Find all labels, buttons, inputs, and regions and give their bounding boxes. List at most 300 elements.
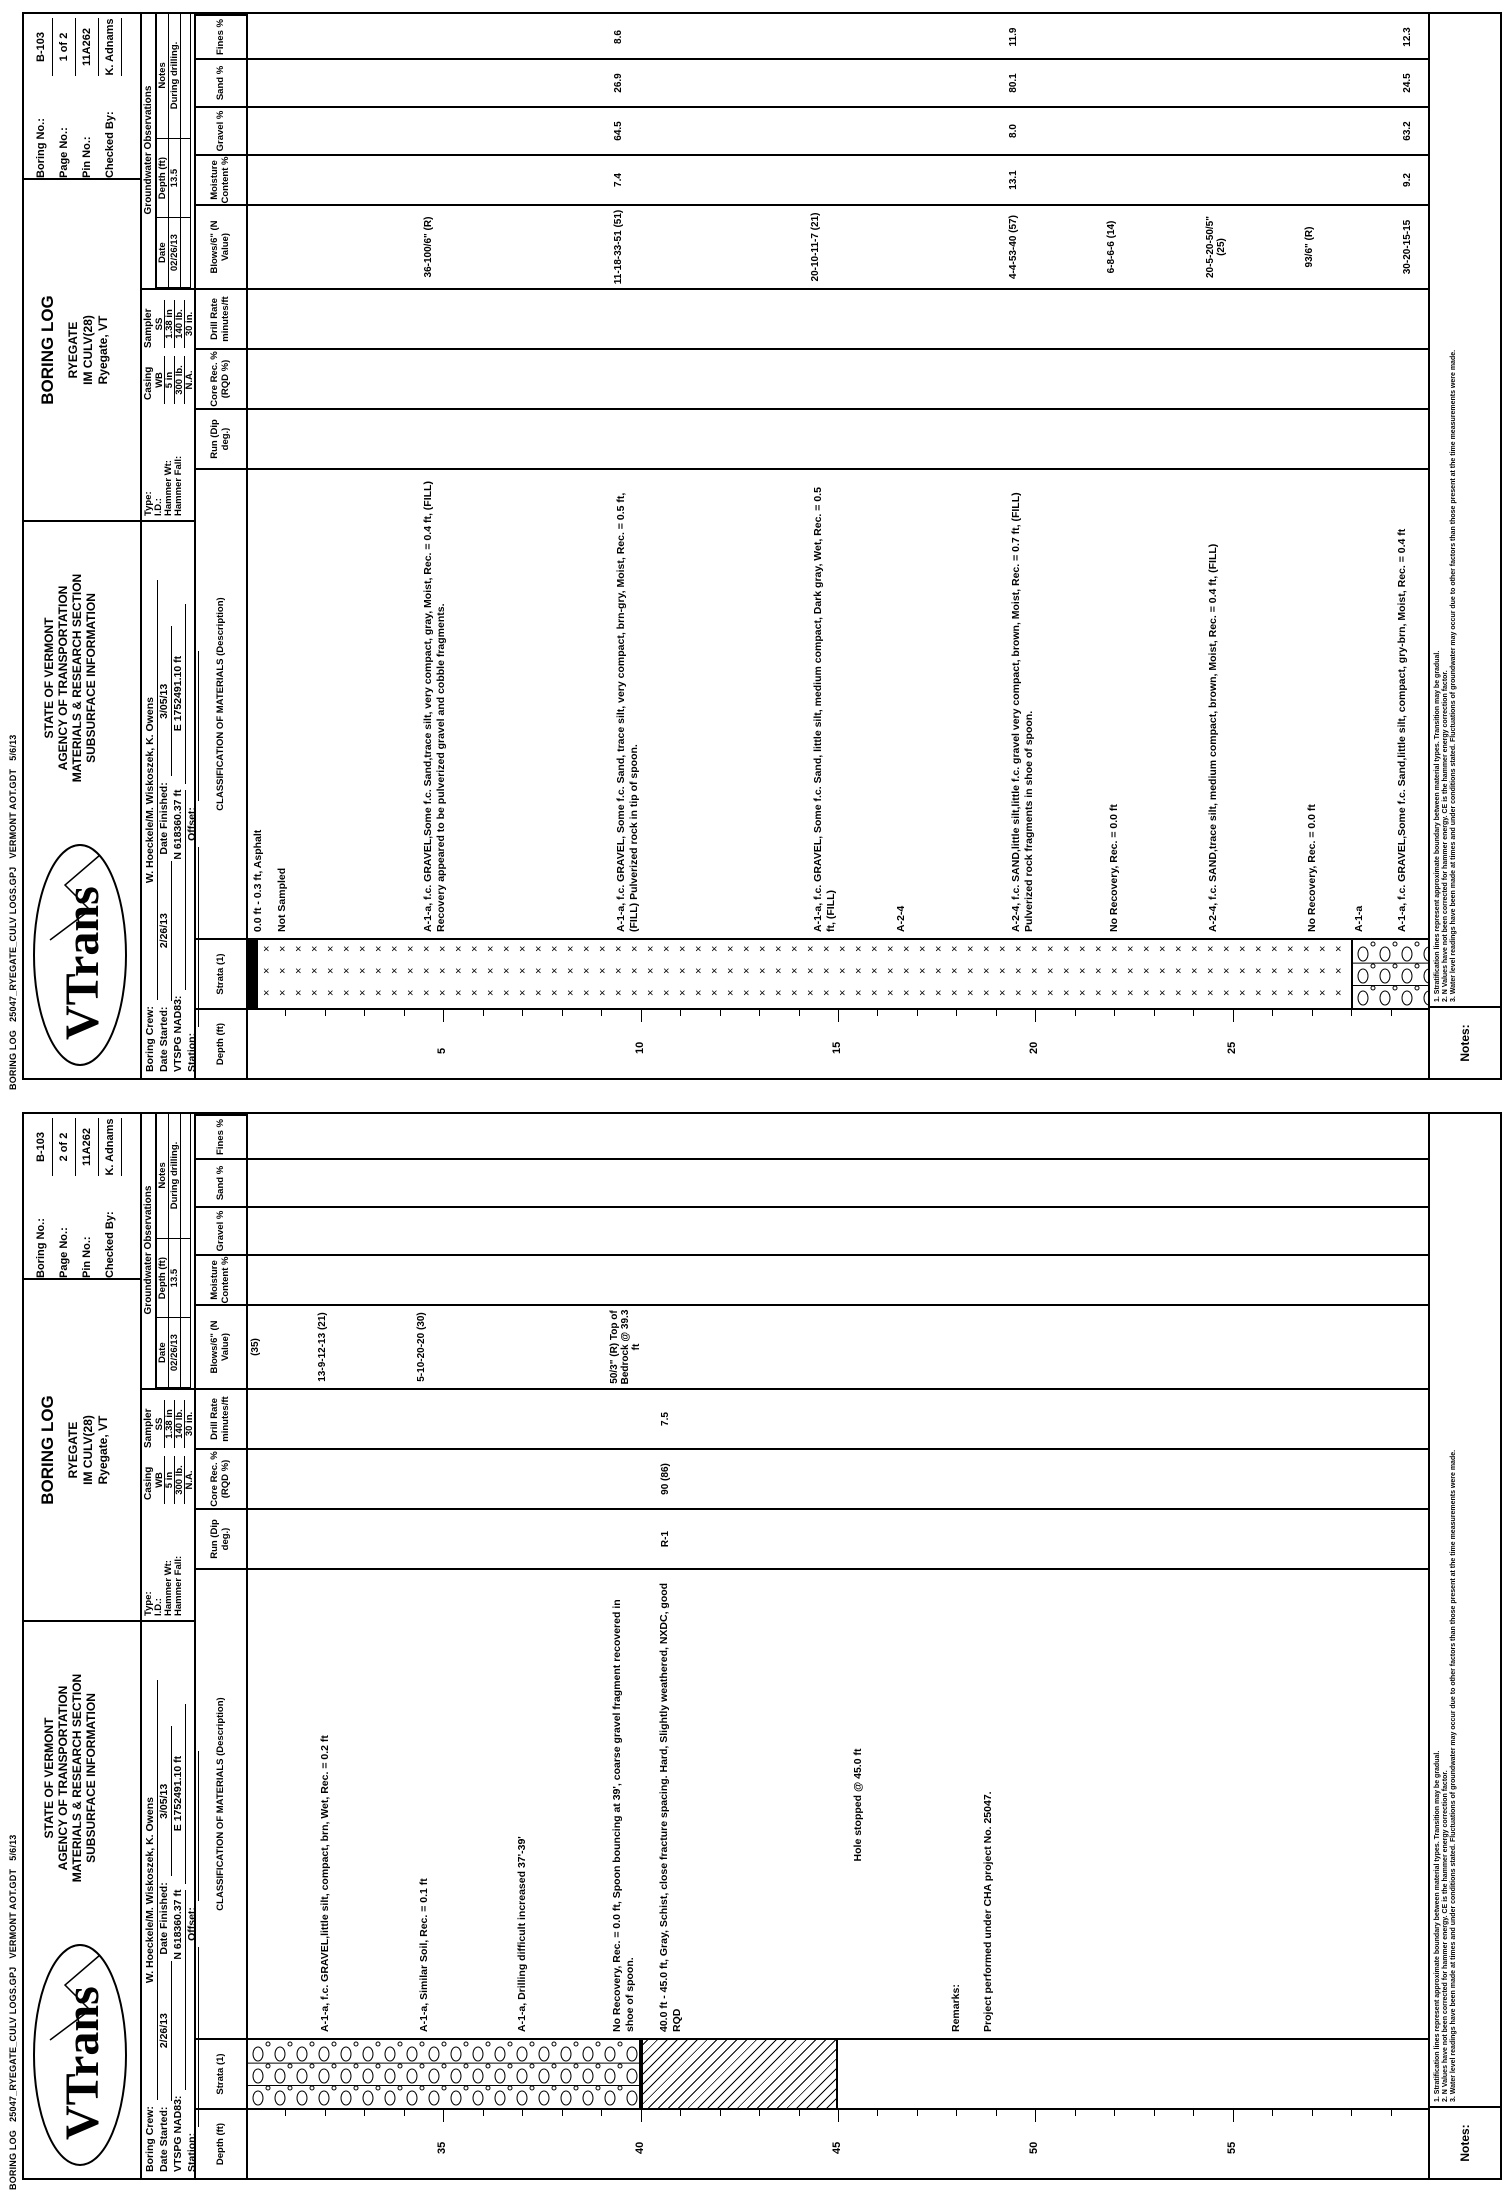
material-description: Not Sampled — [275, 867, 288, 932]
blow-count: 20-10-11-7 (21) — [810, 212, 822, 282]
svg-text:×: × — [276, 989, 289, 996]
project-location: Ryegate, VT — [96, 1415, 110, 1485]
svg-text:×: × — [564, 967, 577, 974]
svg-text:×: × — [1332, 945, 1345, 952]
equipment-block — [140, 290, 196, 522]
svg-text:×: × — [420, 989, 433, 996]
svg-text:×: × — [1012, 945, 1025, 952]
column-header: Run (Dip deg.) — [194, 408, 246, 468]
gw-depth: 13.5 — [169, 1238, 181, 1317]
svg-text:×: × — [788, 945, 801, 952]
svg-text:×: × — [1140, 989, 1153, 996]
svg-text:×: × — [1076, 967, 1089, 974]
svg-text:×: × — [388, 967, 401, 974]
svg-text:×: × — [628, 945, 641, 952]
log-columns — [194, 1114, 1500, 2178]
column-divider — [246, 154, 1430, 156]
strata-gravel-icon — [246, 2040, 641, 2108]
svg-text:×: × — [804, 989, 817, 996]
sand-percent: 24.5 — [1402, 73, 1414, 93]
svg-text:×: × — [980, 967, 993, 974]
svg-text:×: × — [1268, 945, 1281, 952]
boring-crew-value: W. Hoeckele/M. Wiskoszek, K. Owens — [144, 580, 158, 1000]
gw-header: Depth (ft) — [157, 1238, 169, 1317]
svg-text:×: × — [820, 967, 833, 974]
depth-tick — [799, 1008, 800, 1016]
gw-header: Date — [157, 218, 169, 288]
blow-count: (35) — [249, 1338, 261, 1356]
gw-empty — [181, 1113, 191, 1239]
svg-text:×: × — [804, 967, 817, 974]
svg-text:×: × — [260, 967, 273, 974]
blow-count: 36-100/6" (R) — [423, 216, 435, 278]
depth-tick — [1272, 2108, 1273, 2116]
svg-text:×: × — [564, 989, 577, 996]
svg-text:×: × — [788, 989, 801, 996]
material-description: 0.0 ft - 0.3 ft, Asphalt — [251, 829, 264, 932]
column-header: Moisture Content % — [194, 1254, 246, 1304]
svg-text:×: × — [564, 945, 577, 952]
gw-depth: 13.5 — [169, 138, 181, 217]
svg-text:×: × — [1108, 945, 1121, 952]
svg-text:×: × — [308, 945, 321, 952]
material-description: A-2-4, f.c. SAND,little silt,little f.c. gravel very compact, brown, Moist, Rec. = 0.7 ft, (FILL) Pulverized rock fragments in shoe of spoon. — [1009, 492, 1035, 932]
svg-text:×: × — [404, 967, 417, 974]
svg-text:×: × — [1284, 989, 1297, 996]
svg-text:×: × — [1092, 989, 1105, 996]
gw-header: Notes — [157, 1113, 169, 1239]
strata-fill-icon — [258, 940, 1351, 1008]
svg-text:×: × — [868, 945, 881, 952]
gw-empty — [181, 218, 191, 288]
svg-text:×: × — [772, 945, 785, 952]
svg-text:×: × — [468, 945, 481, 952]
notes-label: Notes: — [1430, 1006, 1500, 1078]
groundwater-title: Groundwater Observations — [142, 1112, 156, 1388]
sampler-type: SS — [155, 1400, 165, 1448]
agency-line: AGENCY OF TRANSPORTATION — [56, 585, 70, 771]
svg-text:×: × — [1188, 945, 1201, 952]
agency-line: MATERIALS & RESEARCH SECTION — [70, 1673, 84, 1883]
pin-no-value: 11A262 — [76, 1118, 99, 1176]
svg-text:×: × — [916, 989, 929, 996]
column-divider — [246, 1388, 1430, 1390]
depth-label: 40 — [633, 2141, 646, 2154]
gravel-percent: 63.2 — [1402, 121, 1414, 141]
material-description: A-1-a — [1352, 905, 1365, 932]
svg-text:×: × — [916, 945, 929, 952]
log-frame — [22, 1112, 1502, 2180]
fines-percent: 11.9 — [1007, 27, 1019, 47]
svg-text:×: × — [1076, 989, 1089, 996]
svg-text:×: × — [292, 967, 305, 974]
svg-text:×: × — [1156, 967, 1169, 974]
svg-text:×: × — [1140, 945, 1153, 952]
notes-text — [1434, 1450, 1458, 2102]
sampler-fall: 30 in. — [185, 1400, 195, 1448]
svg-text:×: × — [276, 967, 289, 974]
id-label: I.D.: — [153, 1598, 164, 1616]
column-header: Sand % — [194, 1158, 246, 1206]
svg-text:×: × — [1172, 945, 1185, 952]
depth-tick — [1351, 2108, 1352, 2116]
moisture-content: 7.4 — [612, 173, 624, 187]
svg-text:×: × — [740, 989, 753, 996]
column-divider — [246, 58, 1430, 60]
svg-text:×: × — [596, 989, 609, 996]
material-description: A-1-a, f.c. GRAVEL,Some f.c. Sand,trace silt, very compact, gray, Moist, Rec. = 0.4 ft, (FILL) Recovery appeared to be pulverized gravel and cobble fragments. — [421, 481, 447, 932]
svg-text:×: × — [340, 967, 353, 974]
svg-text:×: × — [756, 989, 769, 996]
svg-text:×: × — [372, 967, 385, 974]
svg-text:×: × — [596, 967, 609, 974]
svg-text:×: × — [388, 989, 401, 996]
svg-text:×: × — [932, 945, 945, 952]
svg-text:×: × — [756, 967, 769, 974]
log-title: BORING LOG — [38, 1395, 57, 1505]
svg-text:×: × — [884, 989, 897, 996]
casing-header: Casing — [143, 366, 154, 400]
svg-text:×: × — [372, 989, 385, 996]
column-headers — [194, 14, 248, 1078]
svg-text:×: × — [660, 945, 673, 952]
column-divider — [246, 1448, 1430, 1450]
svg-text:×: × — [1124, 989, 1137, 996]
date-finished-label: Date Finished: — [158, 782, 170, 855]
gw-notes: During drilling. — [169, 13, 181, 139]
svg-text:×: × — [548, 967, 561, 974]
drill-rate: 7.5 — [660, 1412, 672, 1426]
depth-tick — [1114, 1008, 1115, 1016]
file-header-line: BORING LOG 25047_RYEGATE_CULV LOGS.GPJ VERMONT AOT.GDT 5/6/13 — [8, 1834, 18, 2190]
svg-text:×: × — [740, 945, 753, 952]
project-number: IM CULV(28) — [81, 315, 95, 385]
svg-text:×: × — [756, 945, 769, 952]
svg-text:×: × — [548, 989, 561, 996]
svg-text:×: × — [1316, 989, 1329, 996]
svg-text:×: × — [1300, 989, 1313, 996]
svg-text:×: × — [1268, 967, 1281, 974]
svg-text:×: × — [420, 945, 433, 952]
column-divider — [246, 1508, 1430, 1510]
title-block — [24, 14, 196, 1078]
svg-text:×: × — [1220, 967, 1233, 974]
depth-tick — [601, 2108, 602, 2116]
boring-info — [140, 522, 196, 1078]
svg-text:×: × — [436, 945, 449, 952]
depth-tick — [1075, 2108, 1076, 2116]
id-label: I.D.: — [153, 498, 164, 516]
svg-text:×: × — [692, 967, 705, 974]
svg-text:×: × — [1332, 967, 1345, 974]
page-no-label: Page No.: — [58, 1227, 70, 1278]
svg-text:×: × — [1236, 967, 1249, 974]
svg-text:×: × — [308, 989, 321, 996]
svg-text:×: × — [1060, 989, 1073, 996]
svg-text:×: × — [708, 945, 721, 952]
northing-value: N 618360.37 ft — [172, 790, 186, 990]
svg-text:×: × — [276, 945, 289, 952]
gw-empty — [181, 1318, 191, 1388]
svg-text:×: × — [660, 989, 673, 996]
svg-text:×: × — [404, 945, 417, 952]
gravel-percent: 8.0 — [1007, 124, 1019, 138]
material-description: No Recovery, Rec. = 0.0 ft, Spoon bouncing at 39', coarse gravel fragment recovered in shoe of spoon. — [610, 1599, 636, 2032]
strata-asphalt-icon — [246, 940, 258, 1008]
svg-text:×: × — [452, 945, 465, 952]
svg-text:×: × — [1236, 945, 1249, 952]
column-divider — [246, 288, 1430, 290]
material-description: A-2-4 — [895, 905, 908, 932]
column-header: Core Rec. % (RQD %) — [194, 348, 246, 408]
date-started-label: Date Started: — [158, 1006, 170, 1072]
sampler-header: Sampler — [143, 308, 154, 348]
gw-empty — [181, 1238, 191, 1317]
column-divider — [246, 408, 1430, 410]
svg-text:×: × — [1188, 967, 1201, 974]
note-item: 2. N Values have not been corrected for hammer energy. CE is the hammer energy correction factor. — [1442, 1770, 1449, 2102]
sampler-wt: 140 lb. — [175, 300, 185, 348]
column-divider — [246, 1158, 1430, 1160]
gw-notes: During drilling. — [169, 1113, 181, 1239]
svg-text:×: × — [1012, 989, 1025, 996]
note-item: 3. Water level readings have been made at times and under conditions stated. Fluctuations of groundwater may occur due to other factors than those present at the time measurements were made. — [1450, 1449, 1457, 2102]
svg-text:×: × — [484, 989, 497, 996]
svg-text:×: × — [884, 967, 897, 974]
svg-text:×: × — [468, 967, 481, 974]
svg-text:×: × — [916, 967, 929, 974]
checked-by-label: Checked By: — [104, 1211, 116, 1278]
depth-tick — [759, 1008, 760, 1016]
agency-line: STATE OF VERMONT — [42, 617, 56, 739]
svg-text:×: × — [628, 989, 641, 996]
svg-text:×: × — [676, 989, 689, 996]
strata-gravel-icon — [1351, 940, 1430, 1008]
column-header: Blows/6" (N Value) — [194, 1304, 246, 1388]
sheet — [0, 1100, 1508, 2190]
offset-label: Offset: — [186, 807, 198, 841]
column-header: Drill Rate minutes/ft — [194, 288, 246, 348]
moisture-content: 13.1 — [1007, 170, 1019, 190]
depth-tick — [1075, 1008, 1076, 1016]
depth-tick — [996, 2108, 997, 2116]
column-header: Depth (ft) — [194, 1008, 246, 1078]
svg-text:×: × — [612, 967, 625, 974]
svg-text:×: × — [1284, 967, 1297, 974]
svg-text:×: × — [292, 989, 305, 996]
boring-no-value: B-103 — [30, 18, 53, 76]
gw-date: 02/26/13 — [169, 1318, 181, 1388]
depth-tick — [325, 1008, 326, 1016]
svg-text:×: × — [708, 967, 721, 974]
svg-text:×: × — [1300, 967, 1313, 974]
svg-text:×: × — [1204, 989, 1217, 996]
depth-tick — [404, 2108, 405, 2116]
svg-text:×: × — [996, 945, 1009, 952]
boring-no-label: Boring No.: — [35, 118, 47, 178]
svg-text:×: × — [532, 945, 545, 952]
column-header: Run (Dip deg.) — [194, 1508, 246, 1568]
vtrans-logo-icon — [30, 840, 130, 1070]
depth-tick — [1154, 1008, 1155, 1016]
column-header: Fines % — [194, 14, 246, 58]
sheet — [0, 0, 1508, 1090]
casing-type: WB — [155, 356, 165, 404]
svg-text:×: × — [308, 967, 321, 974]
svg-text:×: × — [1316, 967, 1329, 974]
depth-tick — [483, 1008, 484, 1016]
offset-label: Offset: — [186, 1907, 198, 1941]
depth-tick — [1391, 1008, 1392, 1016]
svg-text:×: × — [1156, 945, 1169, 952]
svg-text:×: × — [1188, 989, 1201, 996]
sand-percent: 80.1 — [1007, 73, 1019, 93]
note-item: 1. Stratification lines represent approximate boundary between material types. Transition may be gradual. — [1434, 1750, 1441, 2102]
svg-text:×: × — [772, 967, 785, 974]
depth-tick — [1193, 2108, 1194, 2116]
log-columns — [194, 14, 1500, 1078]
depth-tick — [1154, 2108, 1155, 2116]
column-body — [246, 14, 1430, 1078]
svg-text:×: × — [1140, 967, 1153, 974]
svg-text:×: × — [516, 945, 529, 952]
boring-log-page-1 — [0, 0, 1508, 1090]
material-description: No Recovery, Rec. = 0.0 ft — [1108, 804, 1121, 932]
depth-tick — [285, 1008, 286, 1016]
title-block — [24, 1114, 196, 2178]
svg-text:×: × — [1204, 945, 1217, 952]
svg-text:×: × — [932, 967, 945, 974]
column-divider — [246, 1206, 1430, 1208]
gw-date: 02/26/13 — [169, 218, 181, 288]
material-description: Remarks: — [950, 1984, 963, 2032]
svg-text:×: × — [484, 945, 497, 952]
depth-label: 25 — [1225, 1041, 1238, 1054]
blow-count: 5-10-20-20 (30) — [415, 1312, 427, 1382]
boring-ids — [30, 1118, 122, 1278]
svg-text:×: × — [980, 989, 993, 996]
svg-text:×: × — [1060, 945, 1073, 952]
column-header: Strata (1) — [194, 938, 246, 1008]
depth-tick — [443, 1008, 444, 1022]
svg-text:×: × — [420, 967, 433, 974]
depth-tick — [680, 2108, 681, 2116]
depth-tick — [1233, 2108, 1234, 2122]
logo-text: VTrans — [56, 886, 109, 1040]
logo-text: VTrans — [56, 1986, 109, 2140]
column-header: Strata (1) — [194, 2038, 246, 2108]
svg-text:×: × — [500, 945, 513, 952]
depth-tick — [1193, 1008, 1194, 1016]
depth-tick — [522, 1008, 523, 1016]
svg-text:×: × — [1220, 989, 1233, 996]
depth-tick — [641, 2108, 642, 2122]
column-header: Depth (ft) — [194, 2108, 246, 2178]
svg-text:×: × — [676, 967, 689, 974]
svg-text:×: × — [1172, 967, 1185, 974]
depth-tick — [562, 2108, 563, 2116]
page-no-label: Page No.: — [58, 127, 70, 178]
svg-text:×: × — [1124, 967, 1137, 974]
depth-tick — [1312, 2108, 1313, 2116]
agency-line: MATERIALS & RESEARCH SECTION — [70, 573, 84, 783]
material-description: A-1-a, f.c. GRAVEL,Some f.c. Sand,little silt, compact, gry-brn, Moist, Rec. = 0.4 ft — [1396, 528, 1409, 932]
column-header: Core Rec. % (RQD %) — [194, 1448, 246, 1508]
depth-tick — [522, 2108, 523, 2116]
svg-text:×: × — [340, 989, 353, 996]
depth-tick — [720, 2108, 721, 2116]
svg-text:×: × — [708, 989, 721, 996]
title-panel — [24, 1112, 140, 1622]
log-title-block — [24, 1278, 140, 1620]
agency-line: SUBSURFACE INFORMATION — [84, 1693, 98, 1863]
notes-section — [1428, 14, 1500, 1078]
note-item: 1. Stratification lines represent approximate boundary between material types. Transition may be gradual. — [1434, 650, 1441, 1002]
project-name: RYEGATE — [66, 321, 80, 379]
svg-text:×: × — [260, 989, 273, 996]
svg-text:×: × — [372, 945, 385, 952]
hammer-wt-label: Hammer Wt: — [163, 1560, 174, 1616]
depth-label: 45 — [831, 2141, 843, 2154]
svg-text:×: × — [724, 967, 737, 974]
svg-text:×: × — [964, 967, 977, 974]
svg-text:×: × — [1220, 945, 1233, 952]
svg-text:×: × — [1044, 989, 1057, 996]
groundwater-observations — [140, 12, 196, 290]
svg-text:×: × — [1252, 967, 1265, 974]
log-frame — [22, 12, 1502, 1080]
column-header: CLASSIFICATION OF MATERIALS (Description) — [194, 468, 246, 938]
type-label: Type: — [143, 491, 154, 516]
fines-percent: 8.6 — [612, 30, 624, 44]
svg-text:×: × — [676, 945, 689, 952]
svg-text:×: × — [1108, 967, 1121, 974]
svg-text:×: × — [452, 989, 465, 996]
equipment-block — [140, 1390, 196, 1622]
depth-tick — [285, 2108, 286, 2116]
svg-text:×: × — [644, 945, 657, 952]
svg-text:×: × — [820, 945, 833, 952]
svg-text:×: × — [468, 989, 481, 996]
svg-text:×: × — [1124, 945, 1137, 952]
depth-tick — [720, 1008, 721, 1016]
depth-tick — [483, 2108, 484, 2116]
material-description: A-1-a, Drilling difficult increased 37'-39' — [516, 1836, 529, 2032]
column-divider — [246, 1254, 1430, 1256]
boring-crew-value: W. Hoeckele/M. Wiskoszek, K. Owens — [144, 1680, 158, 2100]
svg-text:×: × — [644, 967, 657, 974]
svg-text:×: × — [580, 989, 593, 996]
checked-by-label: Checked By: — [104, 111, 116, 178]
material-description: 40.0 ft - 45.0 ft, Gray, Schist, close fracture spacing. Hard, Slightly weathered, NXDC, good RQD — [658, 1582, 684, 2032]
date-finished-value: 3/05/13 — [158, 626, 172, 776]
agency-line: STATE OF VERMONT — [42, 1717, 56, 1839]
svg-text:×: × — [1092, 967, 1105, 974]
column-headers — [194, 1114, 248, 2178]
svg-text:×: × — [1028, 989, 1041, 996]
svg-text:×: × — [580, 967, 593, 974]
svg-text:×: × — [900, 967, 913, 974]
casing-header: Casing — [143, 1466, 154, 1500]
svg-text:×: × — [260, 945, 273, 952]
svg-text:×: × — [404, 989, 417, 996]
svg-text:×: × — [1332, 989, 1345, 996]
svg-text:×: × — [516, 989, 529, 996]
table-row — [181, 13, 191, 288]
checked-by-value: K. Adnams — [99, 1118, 122, 1176]
svg-text:×: × — [324, 945, 337, 952]
svg-text:×: × — [1252, 989, 1265, 996]
